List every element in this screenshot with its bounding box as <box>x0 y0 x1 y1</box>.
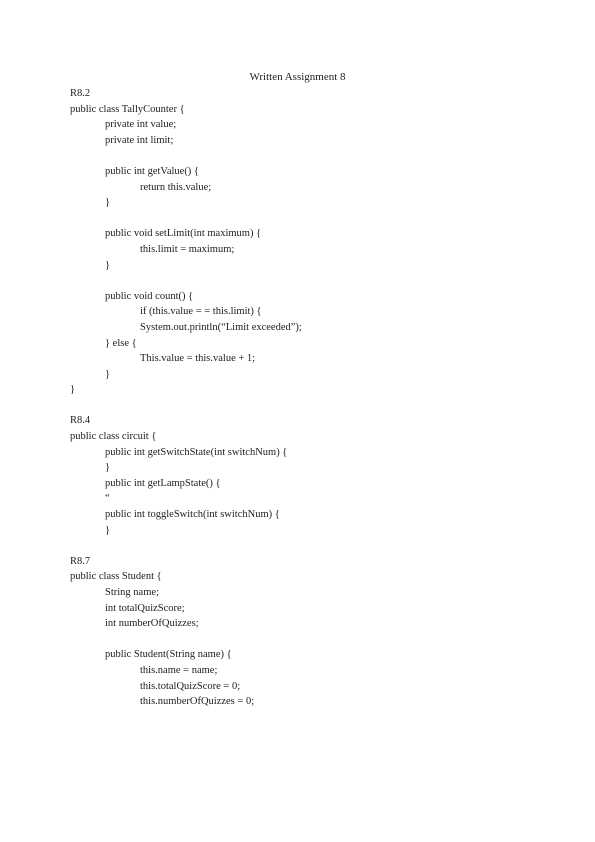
code-line: } <box>105 462 111 474</box>
blank-line <box>70 148 302 164</box>
code-line: public void setLimit(int maximum) { <box>105 228 262 240</box>
code-line: public int getValue() { <box>105 165 199 177</box>
code-line: } <box>105 197 111 209</box>
code-line: public class TallyCounter { <box>70 103 185 115</box>
document-body <box>70 86 302 710</box>
code-line: System.out.println(“Limit exceeded”); <box>140 321 302 333</box>
code-line: this.numberOfQuizzes = 0; <box>140 696 255 708</box>
code-line: } <box>105 524 111 536</box>
section-heading: R8.7 <box>70 555 91 567</box>
code-line: This.value = this.value + 1; <box>140 353 256 365</box>
code-line: this.totalQuizScore = 0; <box>140 680 241 692</box>
code-line: “ <box>105 493 110 505</box>
blank-line <box>70 273 302 289</box>
code-line: int totalQuizScore; <box>105 602 185 614</box>
code-line: public void count() { <box>105 290 194 302</box>
code-line: private int limit; <box>105 134 174 146</box>
blank-line <box>70 398 302 414</box>
code-line: public int getSwitchState(int switchNum) { <box>105 446 288 458</box>
code-line: this.limit = maximum; <box>140 243 235 255</box>
code-line: } <box>105 259 111 271</box>
blank-line <box>70 538 302 554</box>
blank-line <box>70 211 302 227</box>
document-title: Written Assignment 8 <box>249 71 346 83</box>
code-line: public class Student { <box>70 571 162 583</box>
code-line: public Student(String name) { <box>105 649 232 661</box>
code-line: int numberOfQuizzes; <box>105 618 199 630</box>
blank-line <box>70 632 302 648</box>
section-heading: R8.4 <box>70 415 91 427</box>
code-line: } <box>70 384 76 396</box>
code-line: public int toggleSwitch(int switchNum) { <box>105 509 280 521</box>
code-line: private int value; <box>105 119 177 131</box>
code-line: } <box>105 368 111 380</box>
code-line: } else { <box>105 337 137 349</box>
code-line: if (this.value = = this.limit) { <box>140 306 262 318</box>
code-line: return this.value; <box>140 181 212 193</box>
code-line: public class circuit { <box>70 431 157 443</box>
code-line: public int getLampState() { <box>105 477 221 489</box>
code-line: String name; <box>105 587 159 598</box>
section-heading: R8.2 <box>70 88 91 99</box>
code-line: this.name = name; <box>140 664 218 676</box>
